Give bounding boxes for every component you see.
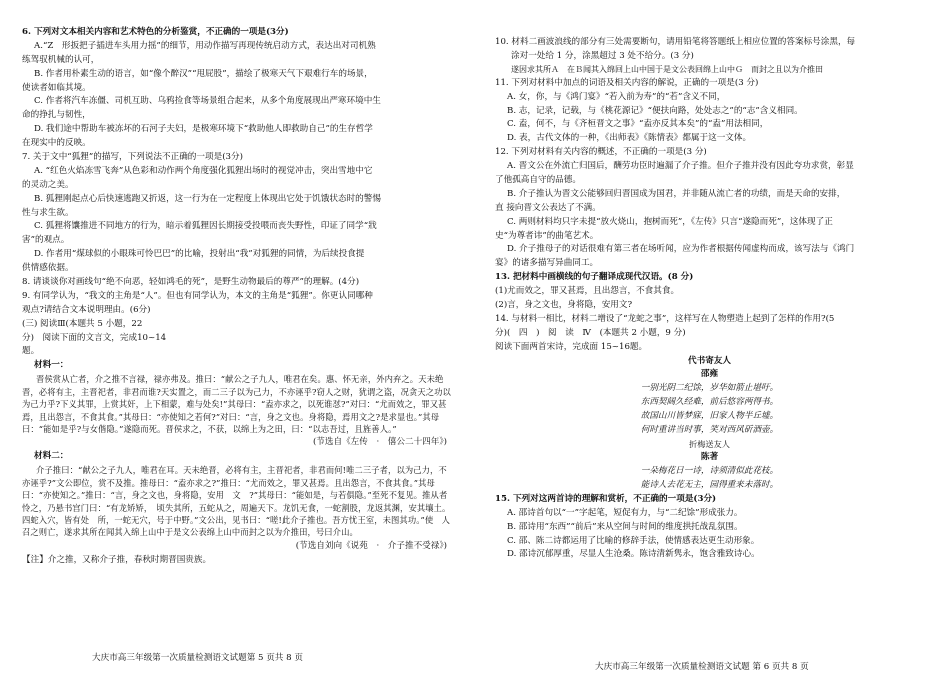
q9-stem: 9. 有同学认为，“我文的主角是“人”。但也有同学认为，本文的主角是“狐狸”。你更认同哪种 bbox=[22, 290, 373, 301]
q10-stem: 10. 材料二画波浪线的部分有三处需要断句，请用铅笔将答题纸上相应位置的答案标号涂黑，每 bbox=[495, 37, 856, 47]
q12-option-a-cont: 了他孤高自守的品德。 bbox=[495, 175, 581, 186]
poem2-author: 陈著 bbox=[700, 452, 719, 463]
q7-option-d: D. 作者用“煤球似的小眼珠可怜巴巴”的比喻，投射出“我”对狐狸的同情，为后续投食提 bbox=[34, 249, 365, 260]
material1-title: 材料一： bbox=[34, 360, 69, 371]
q15-stem: 15. 下列对这两首诗的理解和赏析，不正确的一项是(3分) bbox=[495, 493, 717, 504]
poem1-title: 代书寄友人 bbox=[688, 355, 731, 366]
q12-option-c: C. 两则材料均只字未提“放火烧山，抱树而死”，《左传》只言“遂隐而死”，这体现了正 bbox=[507, 216, 833, 227]
q12-option-b-cont: 直 接向晋文公表达了不满。 bbox=[495, 202, 601, 213]
section3-heading-end: 题。 bbox=[22, 346, 40, 357]
poem2-title: 折梅送友人 bbox=[689, 438, 730, 449]
q13-stem: 13. 把材料中画横线的句子翻译成现代汉语。(8 分) bbox=[495, 272, 694, 283]
q6-option-c-cont: 命的挣扎与韧性， bbox=[22, 110, 91, 121]
q6-option-d-cont: 在现实中的反映。 bbox=[22, 138, 91, 149]
poem1-author: 邵雍 bbox=[700, 369, 719, 380]
q10-passage: 遂因求其所Ａ 在Ｂ闻其入绵回上山中国于是文公表回绵上山中Ｇ 而封之且以为介推田 bbox=[511, 64, 823, 74]
q7-option-d-cont: 供情感依据。 bbox=[22, 263, 74, 274]
q13-sentence-2: (2)言，身之文也，身将隐，安用文? bbox=[495, 300, 633, 311]
q12-stem: 12. 下列对材料有关内容的概述，不正确的一项是(3 分) bbox=[495, 147, 707, 158]
poem1-line-1: 一别光阴二纪馀，岁华如箭止堪吁。 bbox=[640, 383, 779, 394]
poem1-line-3: 故国山川皆梦寐，旧家人物半丘墟。 bbox=[640, 411, 779, 422]
poem2-line-2: 能诗人去花无主，园得重来未落时。 bbox=[640, 480, 779, 491]
q9-stem-cont: 观点?请结合文本说明理由。(6分) bbox=[22, 304, 151, 315]
q12-option-a: A. 晋文公在外流亡归国后，酬劳功臣时遍漏了介子推。但介子推并没有因此夸功求赏，彰显 bbox=[507, 161, 854, 172]
footnote: 【注】介之推，又称介子推，春秋时期晋国贵族。 bbox=[22, 554, 212, 565]
q12-option-b: B. 介子推认为晋文公能够回归晋国成为国君，并非随从流亡者的功绩，而是天命的安排， bbox=[507, 188, 846, 199]
q7-option-b-cont: 性与求生欲。 bbox=[22, 207, 74, 218]
q7-option-c-cont: 害”的观点。 bbox=[22, 235, 70, 246]
section4-instruction: 阅读下面两首宋诗，完成面 15~16题。 bbox=[495, 341, 648, 352]
material2-text: 介子推曰：“献公之子九人，唯君在耳。天未绝晋，必将有主，主晋祀者，非君而何!唯二三子者，以为己力，不亦诬乎?”文公即位，赏不及推。推母曰：“盍亦求之?”推曰：“尤而效之，罪又甚焉。且出怨言，不食其食。”其母曰：“亦使知之。”推曰：“言，身之文也，身将隐，安用 文 ?”其母曰：“能如是，与若俱隐。”至死不复见。推从者怜之，乃悬书宫门曰：“有龙矫矫， 顷失其所，五蛇从之，周遍天下。龙饥无食，一蛇割股，龙返其渊，安其壤土。四蛇入穴，皆有处 所，一蛇无穴，号于中野。”文公出，见书曰：“嗟!此介子推也。吾方忧王室，未图其功。”使 人召之则亡，遂求其所在闻其入绵上山中于是文公表绵上山中而封之以为介推田，号曰介山。 bbox=[22, 465, 451, 538]
q7-stem: 7. 关于文中“狐狸”的描写，下列说法不正确的一项是(3分) bbox=[22, 152, 243, 163]
q8-stem: 8. 请谈谈你对画线句“绝不向恶，轻如鸿毛的死”，是野生动物最后的尊严”的理解。(4分) bbox=[22, 277, 360, 288]
q7-option-a-cont: 的灵动之美。 bbox=[22, 179, 74, 190]
q11-option-b: B. 志，记录，记载，与《桃花源记》“便扶向路，处处志之”的“志”含义相同。 bbox=[507, 105, 803, 116]
q14-stem-cont: 分)( 四 ) 阅 读 Ⅳ (本题共 2 小题，9 分) bbox=[495, 327, 686, 338]
q7-option-b: B. 狐狸刚起点心后快速逃跑又折返，这一行为在一定程度上体现出它处于饥饿状态时的警惕 bbox=[34, 193, 381, 204]
q12-option-c-cont: 史“为尊者讳”的曲笔艺术。 bbox=[495, 230, 599, 241]
right-page bbox=[475, 0, 950, 698]
q11-option-c: C. 盍，何不，与《齐桓晋文之事》“盍亦反其本矣”的“盍”用法相同， bbox=[507, 119, 769, 130]
q12-option-d-cont: 宴》的诸多描写异曲同工。 bbox=[495, 258, 599, 269]
q11-option-d: D. 表，古代文体的一种，《出师表》《陈情表》都属于这一文体。 bbox=[507, 133, 752, 144]
material1-source: (节选自《左传 · 僖公二十四年》) bbox=[312, 437, 447, 448]
q6-option-c: C. 作者将汽车冻僵、司机互助、乌鸦捡食等场景组合起来，从多个角度展现出严寒环境中生 bbox=[34, 96, 381, 107]
q15-option-a: A. 邵诗首句以“一”字起笔，短促有力，与“二纪馀”形成张力。 bbox=[507, 507, 743, 518]
material2-source: (节选自刘向《说苑 · 介子推不受禄》) bbox=[295, 540, 447, 551]
q7-option-c: C. 狐狸将馕推进不同地方的行为，暗示着狐狸因长期接受投喂而丧失野性，印证了同学“戕 bbox=[34, 221, 377, 232]
q15-option-d: D. 邵诗沉郁厚重，尽显人生沧桑。陈诗清新隽永，饱含雅致诗心。 bbox=[507, 549, 760, 560]
q11-stem: 11. 下列对材料中加点的词语及相关内容的解说，正确的一项是(3 分) bbox=[495, 77, 759, 88]
material2-title: 材料二： bbox=[34, 451, 69, 462]
q6-option-d: D. 我们途中帮助车被冻坏的石河子夫妇，是极寒环境下“救助他人即救助自己”的生存哲学 bbox=[34, 124, 373, 135]
q6-option-a-cont: 练驾驭机械的认可， bbox=[22, 54, 100, 65]
q15-option-c: C. 邵、陈二诗都运用了比喻的修辞手法，使情感表达更生动形象。 bbox=[507, 535, 760, 546]
material1-text: 晋侯赏从亡者，介之推不言禄，禄亦弗及。推曰：“献公之子九人，唯君在矣。惠、怀无亲，外内弃之。天未绝晋，必将有主，主晋祀者，非君而谁?天实置之，而二三子以为己力，不亦诬乎?窃人之财，犹谓之盗，况贪天之功以为己力乎?下义其罪，上赏其奸，上下相蒙，难与处矣!”其母曰：“盍亦求之，以死谁怼?”对曰：“尤而效之，罪又甚焉，且出怨言，不食其食。”其母曰：“亦使知之若何?”对曰：“言，身之文也。身将隐，焉用文之?是求显也。”其母曰：“能如是乎?与女偕隐。”遂隐而死。晋侯求之，不获，以绵上为之田，曰：“以志吾过，且旌善人。” bbox=[22, 374, 451, 435]
q6-option-b: B. 作者用朴素生动的语言，如“像个醉汉”“甩屁股”，描绘了极寒天气下艰难行车的场景， bbox=[34, 68, 373, 79]
q6-option-b-cont: 使读者如临其境。 bbox=[22, 82, 91, 93]
q6-stem: 6. 下列对文本相关内容和艺术特色的分析鉴赏，不正确的一项是(3分) bbox=[22, 27, 289, 37]
q13-sentence-1: (1)尤而效之，罪又甚焉，且出怨言，不食其食。 bbox=[495, 286, 680, 297]
page-footer-left: 大庆市高三年级第一次质量检测语文试题第 5 页共 8 页 bbox=[92, 653, 303, 663]
section3-heading-cont: 分) 阅读下面的文言文，完成10~14 bbox=[22, 332, 167, 343]
q7-option-a: A. “红色火焰冻雪飞奔”从色彩和动作两个角度强化狐狸出场时的视觉冲击，突出雪地中它 bbox=[34, 165, 373, 176]
q12-option-d: D. 介子推母子的对话很难有第三者在场听闻，应为作者根据传闻虚构而成，该写法与《鸿门 bbox=[507, 244, 855, 255]
q11-option-a: A. 女，你，与《鸿门宴》“若入前为寿”的“若”含义不同， bbox=[507, 91, 726, 102]
page-footer-right: 大庆市高三年级第一次质量检测语文试题 第 6 页共 8 页 bbox=[595, 662, 809, 672]
q15-option-b: B. 邵诗用“东西”“前后”来从空间与时间的维度拱托战乱氛围。 bbox=[507, 521, 743, 532]
poem1-line-4: 何时重讲当时事，笑对西风斫酒壶。 bbox=[640, 425, 779, 436]
q14-stem: 14. 与材料一相比，材料二增设了“龙蛇之事”，这样写在人物塑造上起到了怎样的作用?(5 bbox=[495, 313, 835, 324]
poem2-line-1: 一朵梅花日一诗，诗须清似此花枝。 bbox=[640, 466, 779, 477]
q10-stem-cont: 涂对一处给 1 分，涂黑超过 3 处不给分。(3 分) bbox=[511, 50, 694, 61]
q6-option-a: A.“Z 形扳把子插进车头用力摇”的细节，用动作描写再现传统启动方式，表达出对司机熟 bbox=[34, 40, 376, 51]
section3-heading: (三) 阅读Ⅲ(本题共 5 小题，22 bbox=[22, 318, 143, 329]
poem1-line-2: 东西契阔久经难，前后悠容两得书。 bbox=[640, 397, 779, 408]
